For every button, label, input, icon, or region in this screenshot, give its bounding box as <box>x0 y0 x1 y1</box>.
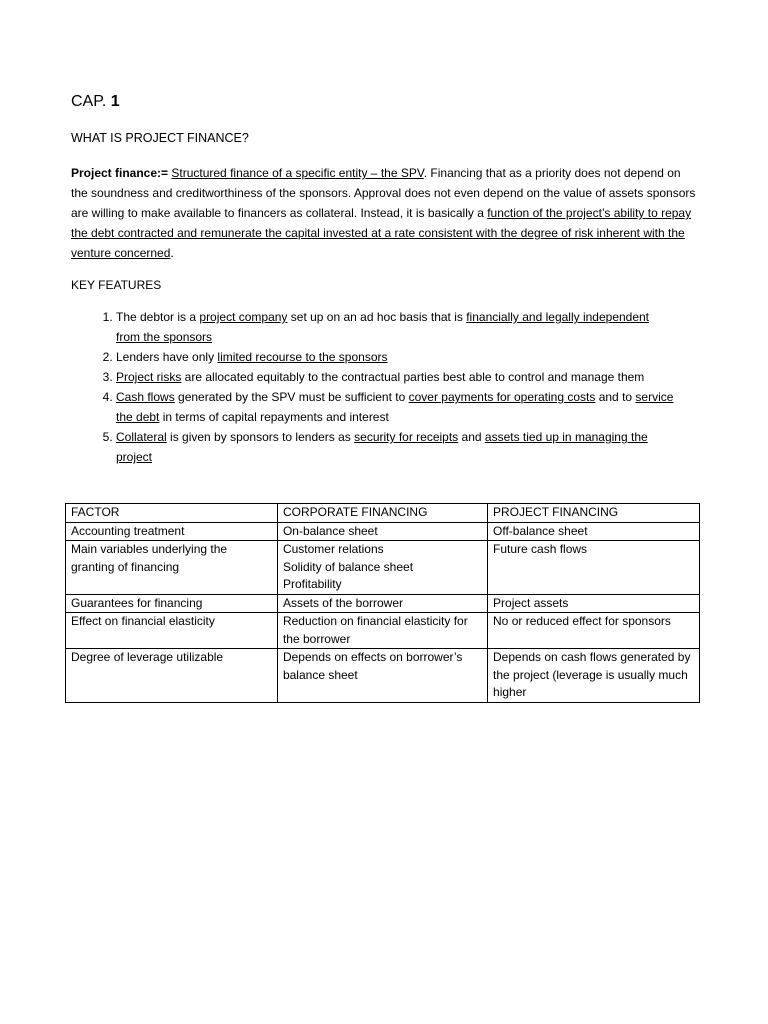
list-item: 1. The debtor is a project company set up on an ad hoc basis that is financially and legally independent from the sponsors <box>116 307 676 347</box>
key-features-heading: KEY FEATURES <box>71 278 162 292</box>
table-cell: Project assets <box>488 594 700 613</box>
table-header-cell: CORPORATE FINANCING <box>277 504 487 523</box>
table-cell: Off-balance sheet <box>488 522 700 541</box>
table-cell: Customer relations Solidity of balance sheet Profitability <box>277 541 487 595</box>
table-cell: Assets of the borrower <box>277 594 487 613</box>
table-cell: Future cash flows <box>488 541 700 595</box>
definition-text: . <box>170 246 174 260</box>
table-header-row <box>66 504 700 523</box>
table-row <box>66 649 700 703</box>
table-cell: Reduction on financial elasticity for the borrower <box>277 613 487 649</box>
list-item: 3. Project risks are allocated equitably to the contractual parties best able to control and manage them <box>116 367 676 387</box>
definition-underlined: Structured finance of a specific entity – the SPV <box>171 166 424 180</box>
list-item: 5. Collateral is given by sponsors to lenders as security for receipts and assets tied up in managing the project <box>116 427 676 467</box>
definition-underlined: function of the project’s ability to repay the debt contracted and remunerate the capital invested at a rate consistent with the degree of risk inherent with the venture concerned <box>71 206 692 260</box>
table-header-cell: PROJECT FINANCING <box>488 504 700 523</box>
table-header-cell: FACTOR <box>66 504 278 523</box>
definition-term: Project finance:= <box>71 166 169 180</box>
table-cell: Main variables underlying the granting of financing <box>66 541 278 595</box>
chapter-heading <box>71 93 120 111</box>
list-item: 4. Cash flows generated by the SPV must be sufficient to cover payments for operating costs and to service the debt in terms of capital repayments and interest <box>116 387 676 427</box>
table-cell: Effect on financial elasticity <box>66 613 278 649</box>
table-cell: On-balance sheet <box>277 522 487 541</box>
table-cell: Depends on effects on borrower’s balance sheet <box>277 649 487 703</box>
definition-text: . Financing that as a priority does not depend on the soundness and creditworthiness of the sponsors. Approval does not even depend on the value of assets sponsors are willing to make available to financers as collateral. Instead, it is basically a <box>71 166 696 220</box>
list-item: 2. Lenders have only limited recourse to the sponsors <box>116 347 676 367</box>
table-cell: Accounting treatment <box>66 522 278 541</box>
chapter-number: 1 <box>110 93 120 110</box>
comparison-table <box>65 503 700 703</box>
table-cell: Guarantees for financing <box>66 594 278 613</box>
section-heading: WHAT IS PROJECT FINANCE? <box>71 131 249 145</box>
key-features-list <box>71 307 676 467</box>
table-cell: Degree of leverage utilizable <box>66 649 278 703</box>
table-cell: No or reduced effect for sponsors <box>488 613 700 649</box>
table-row <box>66 613 700 649</box>
table-row <box>66 522 700 541</box>
table-row <box>66 541 700 595</box>
table-row <box>66 594 700 613</box>
table-cell: Depends on cash flows generated by the project (leverage is usually much higher <box>488 649 700 703</box>
definition-paragraph <box>71 163 699 263</box>
chapter-prefix: CAP. <box>71 93 111 110</box>
